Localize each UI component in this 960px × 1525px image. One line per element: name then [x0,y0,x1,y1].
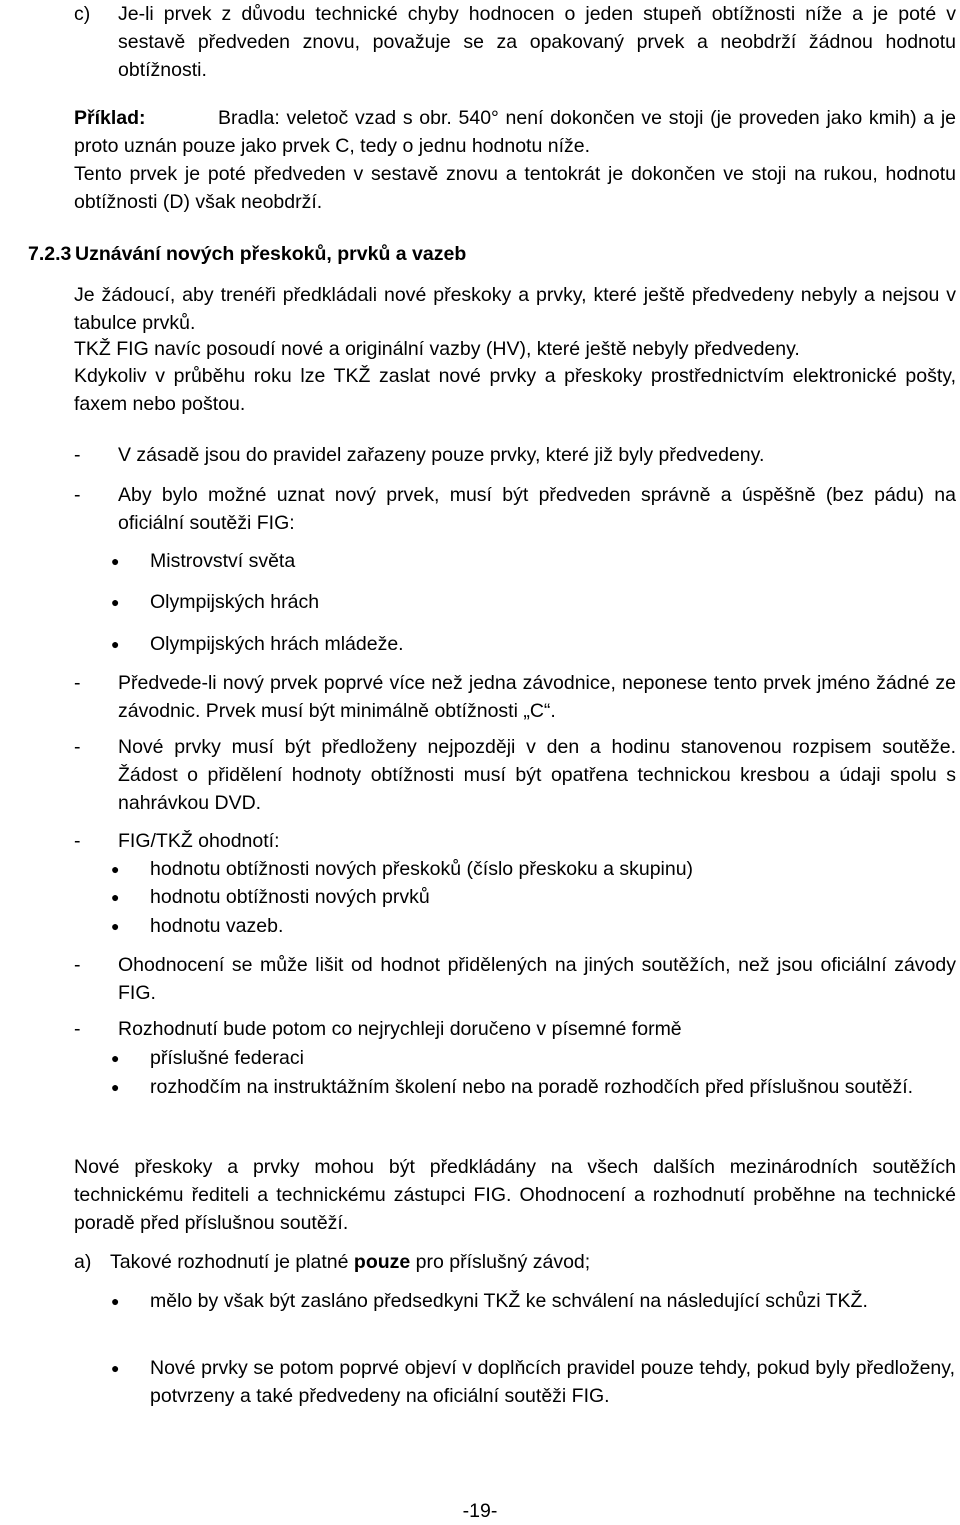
bullet-text: Olympijských hrách mládeže. [150,633,404,655]
page-number: -19- [462,1500,498,1522]
bullet-text: Olympijských hrách [150,591,320,613]
bullet-item [110,1044,955,1072]
list-item-text [110,1248,956,1276]
list-item-c [74,0,956,84]
list-marker: c) [74,3,91,25]
intro-paragraph-3: Kdykoliv v průběhu roku lze TKŽ zaslat nové prvky a přeskoky prostřednictvím elektronické pošty, faxem nebo poštou. [74,365,956,415]
bullet-item [110,630,955,658]
rule-text: Nové prvky musí být předloženy nejpozději v den a hodinu stanovenou rozpisem soutěže. Žádost o přidělení hodnoty obtížnosti musí být opatřena technickou kresbou a údaji spolu s nahrávkou DVD. [118,736,956,814]
bullet-text: Mistrovství světa [150,550,296,572]
bullet-icon: ● [111,1050,120,1066]
example-line-1: Bradla: veletoč vzad s obr. 540° není dokončen ve stoji (je proveden jako kmih) a je proto uznán pouze jako prvek C, tedy o jednu hodnotu níže. [74,107,956,157]
dash-marker: - [74,736,81,758]
dash-marker: - [74,672,81,694]
dash-marker: - [74,830,81,852]
rule-text: V zásadě jsou do pravidel zařazeny pouze prvky, které již byly předvedeny. [118,444,765,466]
bullet-text: hodnotu obtížnosti nových přeskoků (číslo přeskoku a skupinu) [150,858,694,880]
rule-text: Ohodnocení se může lišit od hodnot přidělených na jiných soutěžích, než jsou oficiální závody FIG. [118,954,956,1004]
bullet-item [110,1287,955,1315]
rule-text: FIG/TKŽ ohodnotí: [118,830,280,852]
bullet-text: Nové prvky se potom poprvé objeví v doplňcích pravidel pouze tehdy, pokud byly předloženy, potvrzeny a také předvedeny na oficiální soutěži FIG. [150,1357,955,1407]
bullet-text: příslušné federaci [150,1047,304,1069]
rule-text: Předvede-li nový prvek poprvé více než jedna závodnice, neponese tento prvek jméno žádné ze závodnic. Prvek musí být minimálně obtížnosti „C“. [118,672,956,722]
bullet-icon: ● [111,889,120,905]
intro-paragraph-1: Je žádoucí, aby trenéři předkládali nové přeskoky a prvky, které ještě předvedeny nebyly a nejsou v tabulce prvků. [74,284,956,334]
bullet-icon: ● [111,553,120,569]
example-label: Příklad: [74,107,146,129]
bullet-icon: ● [111,636,120,652]
bullet-item [110,547,955,575]
bullet-icon: ● [111,918,120,934]
example-block [74,104,956,160]
intro-paragraph-2: TKŽ FIG navíc posoudí nové a originální vazby (HV), které ještě nebyly předvedeny. [74,338,800,360]
rule-item [74,951,956,1007]
list-item-text: Je-li prvek z důvodu technické chyby hodnocen o jeden stupeň obtížnosti níže a je poté v sestavě předveden znovu, považuje se za opakovaný prvek a neobdrží žádnou hodnotu obtížnosti. [118,3,956,81]
bullet-icon: ● [111,1079,120,1095]
closing-paragraph: Nové přeskoky a prvky mohou být předkládány na všech dalších mezinárodních soutěžích technickému řediteli a technickému zástupci FIG. Ohodnocení a rozhodnutí proběhne na technické poradě před příslušnou soutěží. [74,1156,956,1234]
section-number: 7.2.3 [28,243,72,265]
list-marker: a) [74,1251,92,1273]
bullet-text: rozhodčím na instruktážním školení nebo na poradě rozhodčích před příslušnou soutěží. [150,1076,914,1098]
bullet-item [110,883,955,911]
bullet-item [110,855,955,883]
bullet-item [110,912,955,940]
bullet-item [110,1073,955,1101]
bullet-icon: ● [111,594,120,610]
dash-marker: - [74,954,81,976]
text-after: pro příslušný závod; [410,1251,591,1273]
rule-item [74,1015,956,1043]
dash-marker: - [74,444,81,466]
bullet-icon: ● [111,1293,120,1309]
bullet-icon: ● [111,1360,120,1376]
bullet-item [110,1354,955,1410]
rule-item [74,669,956,725]
rule-text: Aby bylo možné uznat nový prvek, musí být předveden správně a úspěšně (bez pádu) na oficiální soutěži FIG: [118,484,956,534]
section-title: Uznávání nových přeskoků, prvků a vazeb [75,243,467,265]
dash-marker: - [74,484,81,506]
example-text-2: Tento prvek je poté předveden v sestavě znovu a tentokrát je dokončen ve stoji na rukou, hodnotu obtížnosti (D) však neobdrží. [74,163,956,213]
section-heading [28,240,928,268]
rule-item [74,733,956,817]
bullet-item [110,588,955,616]
bullet-icon: ● [111,861,120,877]
rule-item [74,441,956,469]
rule-text: Rozhodnutí bude potom co nejrychleji doručeno v písemné formě [118,1018,682,1040]
rule-item [74,827,956,855]
dash-marker: - [74,1018,81,1040]
bullet-text: mělo by však být zasláno předsedkyni TKŽ ke schválení na následující schůzi TKŽ. [150,1290,868,1312]
emphasis-text: pouze [353,1251,411,1273]
bullet-text: hodnotu vazeb. [150,915,284,937]
bullet-text: hodnotu obtížnosti nových prvků [150,886,430,908]
list-item-a [74,1248,956,1276]
text-before: Takové rozhodnutí je platné [110,1251,354,1273]
rule-item [74,481,956,537]
